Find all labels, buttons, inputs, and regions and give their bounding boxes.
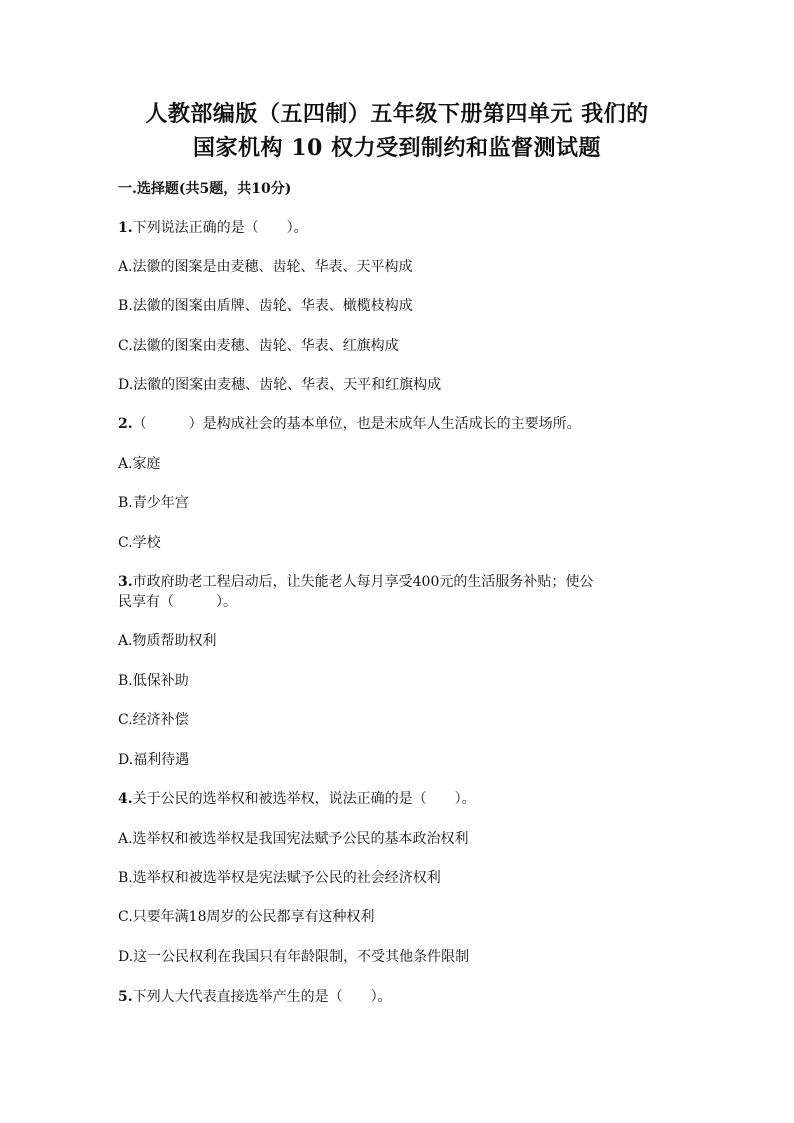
question-number: 3. [118, 574, 133, 590]
question-number: 1. [118, 220, 133, 236]
option-1d[interactable]: D.法徽的图案由麦穗、齿轮、华表、天平和红旗构成 [118, 377, 442, 393]
question-3 [118, 572, 678, 612]
option-2c[interactable]: C.学校 [118, 535, 161, 551]
title-line-1: 人教部编版（五四制）五年级下册第四单元 我们的 [145, 101, 649, 127]
question-text: 关于公民的选举权和被选举权，说法正确的是（ ）。 [132, 791, 476, 807]
question-number: 2. [118, 416, 133, 432]
question-4 [118, 789, 678, 809]
option-1a[interactable]: A.法徽的图案是由麦穗、齿轮、华表、天平构成 [118, 259, 413, 275]
question-text: 下列说法正确的是（ ）。 [132, 220, 308, 236]
title-line-2: 国家机构 10 权力受到制约和监督测试题 [193, 135, 601, 161]
option-3c[interactable]: C.经济补偿 [118, 712, 189, 728]
question-number: 5. [118, 989, 133, 1005]
question-text: 下列人大代表直接选举产生的是（ ）。 [132, 989, 392, 1005]
question-1 [118, 218, 678, 238]
option-1b[interactable]: B.法徽的图案由盾牌、齿轮、华表、橄榄枝构成 [118, 298, 413, 314]
page-title [100, 98, 694, 166]
question-text: （ ）是构成社会的基本单位，也是未成年人生活成长的主要场所。 [132, 416, 581, 432]
option-3b[interactable]: B.低保补助 [118, 673, 189, 689]
option-4b[interactable]: B.选举权和被选举权是宪法赋予公民的社会经济权利 [118, 870, 441, 886]
option-4a[interactable]: A.选举权和被选举权是我国宪法赋予公民的基本政治权利 [118, 831, 469, 847]
option-4c[interactable]: C.只要年满18周岁的公民都享有这种权利 [118, 909, 375, 925]
option-2a[interactable]: A.家庭 [118, 456, 161, 472]
question-text-line-2: 民享有（ ）。 [118, 594, 237, 610]
option-3a[interactable]: A.物质帮助权利 [118, 633, 217, 649]
option-2b[interactable]: B.青少年宫 [118, 495, 189, 511]
option-3d[interactable]: D.福利待遇 [118, 752, 190, 768]
question-5 [118, 987, 678, 1007]
question-number: 4. [118, 791, 133, 807]
question-text-line-1: 市政府助老工程启动后，让失能老人每月享受400元的生活服务补贴；使公 [132, 574, 594, 590]
question-2 [118, 414, 678, 434]
option-4d[interactable]: D.这一公民权利在我国只有年龄限制，不受其他条件限制 [118, 949, 470, 965]
section-heading: 一.选择题(共5题，共10分) [118, 181, 292, 197]
option-1c[interactable]: C.法徽的图案由麦穗、齿轮、华表、红旗构成 [118, 338, 399, 354]
